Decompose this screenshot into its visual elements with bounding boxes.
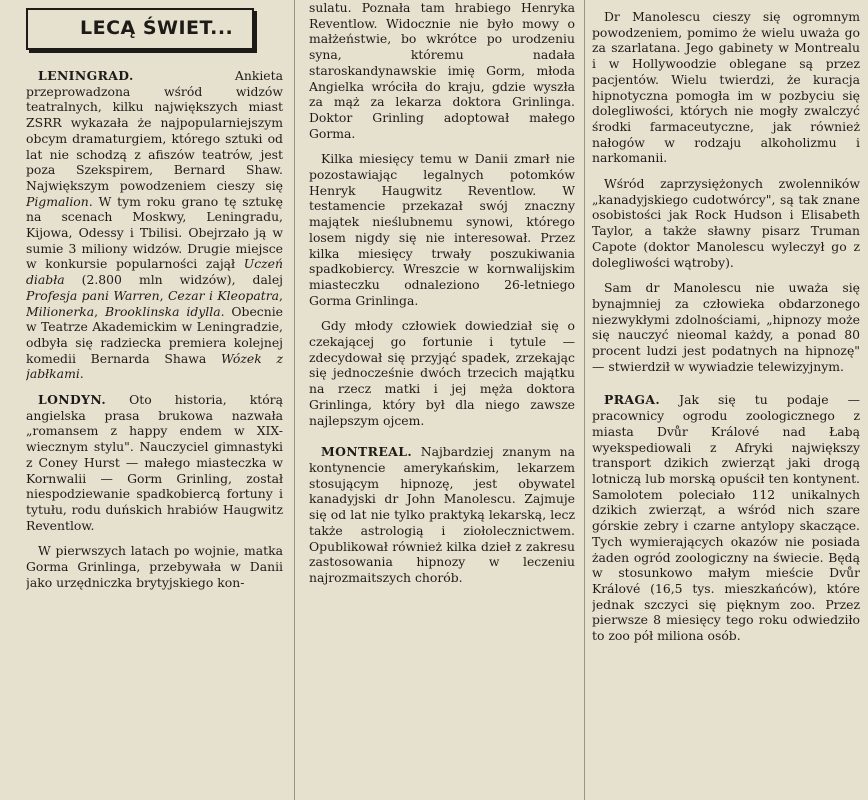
- article-londyn-paragraph: Gdy młody człowiek dowiedział się o czekającej go fortunie i tytule — zdecydował się przyjąć spadek, zrzekając się jednocześnie dwóch trzecich majątku na rzecz matki i jej męża doktora Grinlinga, który był dla niego zawsze najlepszym ojcem.: [309, 318, 575, 428]
- article-leningrad: LENINGRAD. Ankieta przeprowadzona wśród widzów teatralnych, kilku największych miast ZSRR wykazała że najpopularniejszym obcym dramaturgiem, którego sztuki od lat nie schodzą z afiszów teatrów, jest poza Szekspirem, Bernard Shaw. Największym powodzeniem cieszy się Pigmalion. W tym roku grano tę sztukę na scenach Moskwy, Leningradu, Kijowa, Odessy i Tbilisi. Obejrzało ją w sumie 3 miliony widzów. Drugie miejsce w konkursie popularności zajął Uczeń diabła (2.800 mln widzów), dalej Profesja pani Warren, Cezar i Kleopatra, Milionerka, Brooklinska idylla. Obecnie w Teatrze Akademickim w Leningradzie, odbyła się radziecka premiera kolejnej komedii Bernarda Shawa Wózek z jabłkami.: [26, 68, 283, 382]
- column-1: [26, 0, 283, 800]
- article-londyn: LONDYN. Oto historia, którą angielska prasa brukowa nazwała „romansem z happy endem w XIX-wiecznym stylu". Nauczyciel gimnastyki z Coney Hurst — małego miasteczka w Kornwalii — Gorm Grinling, został niespodziewanie spadkobiercą fortuny i tytułu, rodu duńskich hrabiów Haugwitz Reventlow.: [26, 392, 283, 533]
- dateline-montreal: MONTREAL.: [321, 444, 413, 460]
- headline: LECĄ ŚWIET...: [80, 17, 234, 40]
- article-londyn-paragraph: W pierwszych latach po wojnie, matka Gorma Grinlinga, przebywała w Danii jako urzędniczka brytyjskiego kon-: [26, 543, 283, 590]
- article-montreal-paragraph: Wśród zaprzysiężonych zwolenników „kanadyjskiego cudotwórcy", są tak znane osobistości jak Rock Hudson i Elisabeth Taylor, a także sławny pisarz Truman Capote (doktor Manolescu wyleczył go z dolegliwości wątroby).: [592, 176, 860, 270]
- column-divider: [294, 0, 295, 800]
- article-montreal-paragraph: Sam dr Manolescu nie uważa się bynajmniej za człowieka obdarzonego niezwykłymi zdolnościami, „hipnozy może się nauczyć nieomal każdy, a ponad 80 procent ludzi jest podatnych na hipnozę" — stwierdził w wywiadzie telewizyjnym.: [592, 280, 860, 374]
- column-3: [592, 0, 860, 800]
- dateline-londyn: LONDYN.: [38, 392, 107, 408]
- article-montreal-paragraph: Dr Manolescu cieszy się ogromnym powodzeniem, pomimo że wielu uważa go za szarlatana. Jego gabinety w Montrealu i w Hollywoodzie oblegane są przez pacjentów. Wielu twierdzi, że kuracja hipnotyczna pomogła im w pozbyciu się dolegliwości, których nie mogły zwalczyć środki farmaceutyczne, jak również nałogów w rodzaju alkoholizmu i narkomanii.: [592, 9, 860, 166]
- dateline-praga: PRAGA.: [604, 392, 661, 408]
- dateline-leningrad: LENINGRAD.: [38, 68, 134, 83]
- article-praga: PRAGA. Jak się tu podaje — pracownicy ogrodu zoologicznego z miasta Dvůr Králové nad Łabą wyekspediowali z Afryki największy transport dzikich zwierząt jaki drogą lotniczą lub morską opuścił ten kontynent. Samolotem poleciało 112 unikalnych dzikich zwierząt, a wśród nich szare górskie zebry i czarne antylopy skaczące. Tych wymierających okazów nie posiada żaden ogród zoologiczny na świecie. Będą w stosunkowo małym mieście Dvůr Králové (16,5 tys. mieszkańców), które jednak szczyci się pięknym zoo. Przez pierwsze 8 miesięcy tego roku odwiedziło to zoo pół miliona osób.: [592, 392, 860, 644]
- headline-box: [26, 8, 254, 50]
- article-londyn-continued: sulatu. Poznała tam hrabiego Henryka Reventlow. Widocznie nie było mowy o małżeństwie, bo wkrótce po urodzeniu syna, któremu nadała staroskandynawskie imię Gorm, młoda Angielka wróciła do kraju, gdzie wyszła za mąż za lekarza doktora Grinlinga. Doktor Grinling adoptował małego Gorma.: [309, 0, 575, 141]
- article-montreal: MONTREAL. Najbardziej znanym na kontynencie amerykańskim, lekarzem stosującym hipnozę, jest obywatel kanadyjski dr John Manolescu. Zajmuje się od lat nie tylko praktyką lekarską, lecz także astrologią i ziołolecznictwem. Opublikował również kilka dzieł z zakresu zastosowania hipnozy w leczeniu najrozmaitszych chorób.: [309, 444, 575, 585]
- column-divider: [584, 0, 585, 800]
- column-2: [309, 0, 575, 800]
- article-londyn-paragraph: Kilka miesięcy temu w Danii zmarł nie pozostawiając legalnych potomków Henryk Haugwitz Reventlow. W testamencie przekazał swój znaczny majątek nieślubnemu synowi, którego losem nigdy się nie interesował. Przez kilka miesięcy trwały poszukiwania spadkobiercy. Wreszcie w kornwalijskim miasteczku odnaleziono 26-letniego Gorma Grinlinga.: [309, 151, 575, 308]
